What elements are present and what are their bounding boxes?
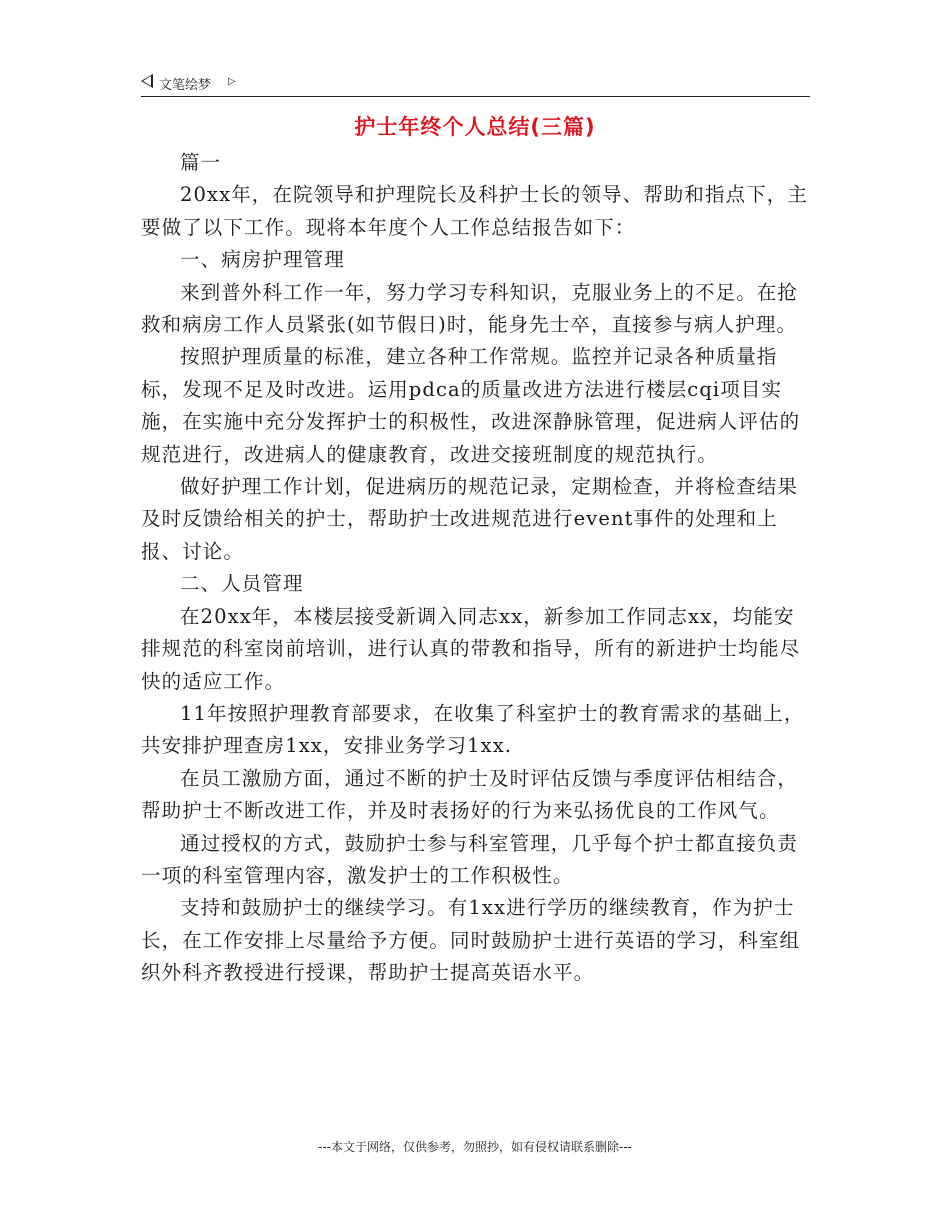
paragraph: 来到普外科工作一年，努力学习专科知识，克服业务上的不足。在抢救和病房工作人员紧张(如节假日)时，能身先士卒，直接参与病人护理。	[141, 280, 799, 337]
section-label: 篇一	[180, 151, 222, 174]
triangle-left-icon	[141, 74, 153, 88]
page-footer: ---本文于网络，仅供参考，勿照抄，如有侵权请联系删除---	[318, 1140, 632, 1154]
section-heading: 一、病房护理管理	[180, 248, 345, 272]
document-title: 护士年终个人总结(三篇)	[354, 115, 596, 139]
paragraph: 20xx年，在院领导和护理院长及科护士长的领导、帮助和指点下，主要做了以下工作。现将本年度个人工作总结报告如下：	[141, 183, 809, 239]
paragraph: 11年按照护理教育部要求，在收集了科室护士的教育需求的基础上，共安排护理查房1xx，安排业务学习1xx.	[141, 701, 805, 758]
paragraph: 在20xx年，本楼层接受新调入同志xx，新参加工作同志xx，均能安排规范的科室岗前培训，进行认真的带教和指导，所有的新进护士均能尽快的适应工作。	[141, 604, 801, 693]
paragraph: 通过授权的方式，鼓励护士参与科室管理，几乎每个护士都直接负责一项的科室管理内容，激发护士的工作积极性。	[141, 831, 799, 887]
paragraph: 在员工激励方面，通过不断的护士及时评估反馈与季度评估相结合，帮助护士不断改进工作，并及时表扬好的行为来弘扬优良的工作风气。	[141, 766, 799, 823]
page-header	[141, 70, 810, 97]
section-heading: 二、人员管理	[180, 572, 304, 596]
header-brand: 文笔绘梦	[159, 78, 212, 93]
paragraph: 按照护理质量的标准，建立各种工作常规。监控并记录各种质量指标，发现不足及时改进。运用pdca的质量改进方法进行楼层cqi项目实施，在实施中充分发挥护士的积极性，改进深静脉管理，促进病人评估的规范进行，改进病人的健康教育，改进交接班制度的规范执行。	[141, 345, 801, 466]
paragraph: 支持和鼓励护士的继续学习。有1xx进行学历的继续教育，作为护士长，在工作安排上尽量给予方便。同时鼓励护士进行英语的学习，科室组织外科齐教授进行授课，帮助护士提高英语水平。	[141, 896, 801, 985]
paragraph: 做好护理工作计划，促进病历的规范记录，定期检查，并将检查结果及时反馈给相关的护士，帮助护士改进规范进行event事件的处理和上报、讨论。	[141, 475, 799, 563]
triangle-right-icon: ▷	[228, 76, 236, 87]
document-body	[141, 147, 813, 990]
